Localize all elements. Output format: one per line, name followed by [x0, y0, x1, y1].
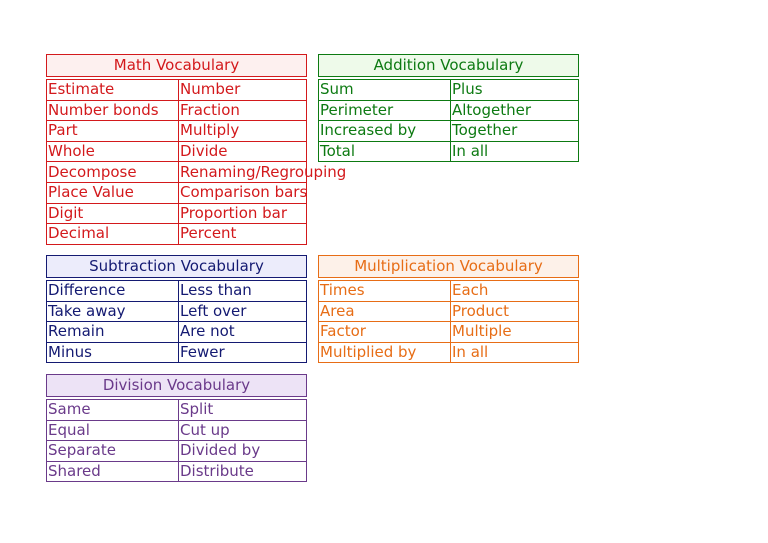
table-cell: Divided by	[179, 441, 307, 462]
addition-vocabulary-block	[318, 54, 579, 162]
table-cell: Altogether	[451, 100, 579, 121]
table-row	[319, 322, 579, 343]
table-cell: Together	[451, 121, 579, 142]
table-cell: Total	[319, 141, 451, 162]
table-cell: Place Value	[47, 182, 179, 203]
table-row	[47, 461, 307, 482]
table-row	[47, 420, 307, 441]
table-cell: Times	[319, 281, 451, 302]
table-cell: Decimal	[47, 224, 179, 245]
table-cell: Multiplied by	[319, 342, 451, 363]
table-cell: Divide	[179, 141, 307, 162]
addition-vocabulary-title: Addition Vocabulary	[318, 54, 579, 77]
table-cell: Factor	[319, 322, 451, 343]
table-row	[47, 224, 307, 245]
table-cell: Split	[179, 400, 307, 421]
table-row	[319, 281, 579, 302]
table-row	[47, 141, 307, 162]
table-cell: Fraction	[179, 100, 307, 121]
table-cell: Multiple	[451, 322, 579, 343]
table-cell: In all	[451, 342, 579, 363]
table-cell: Perimeter	[319, 100, 451, 121]
table-cell: Remain	[47, 322, 179, 343]
table-cell: Increased by	[319, 121, 451, 142]
table-cell: Sum	[319, 80, 451, 101]
table-row	[47, 301, 307, 322]
table-cell: Whole	[47, 141, 179, 162]
table-cell: Percent	[179, 224, 307, 245]
table-cell: Shared	[47, 461, 179, 482]
table-row	[47, 121, 307, 142]
table-cell: Plus	[451, 80, 579, 101]
table-cell: Minus	[47, 342, 179, 363]
table-cell: Proportion bar	[179, 203, 307, 224]
table-row	[319, 141, 579, 162]
table-cell: Number bonds	[47, 100, 179, 121]
table-row	[319, 342, 579, 363]
table-cell: Renaming/Regrouping	[180, 162, 347, 181]
table-cell: Each	[451, 281, 579, 302]
table-cell: Difference	[47, 281, 179, 302]
multiplication-vocabulary-block	[318, 255, 579, 363]
table-cell: Multiply	[179, 121, 307, 142]
table-cell: Comparison bars	[180, 183, 308, 202]
table-cell: Cut up	[179, 420, 307, 441]
table-row	[47, 182, 307, 203]
division-vocabulary-block	[46, 374, 307, 482]
subtraction-vocabulary-block	[46, 255, 307, 363]
table-cell: Separate	[47, 441, 179, 462]
table-cell: Left over	[179, 301, 307, 322]
table-row	[47, 162, 307, 183]
table-cell: Part	[47, 121, 179, 142]
table-row	[319, 301, 579, 322]
multiplication-vocabulary-title: Multiplication Vocabulary	[318, 255, 579, 278]
table-cell: Number	[179, 80, 307, 101]
table-row	[319, 80, 579, 101]
table-row	[47, 203, 307, 224]
table-row	[47, 400, 307, 421]
table-cell: Take away	[47, 301, 179, 322]
division-vocabulary-title: Division Vocabulary	[46, 374, 307, 397]
table-cell: Area	[319, 301, 451, 322]
table-row	[47, 441, 307, 462]
table-row	[47, 100, 307, 121]
table-cell: Are not	[179, 322, 307, 343]
table-cell: In all	[451, 141, 579, 162]
table-cell: Less than	[179, 281, 307, 302]
table-row	[319, 121, 579, 142]
table-cell: Fewer	[179, 342, 307, 363]
table-cell: Estimate	[47, 80, 179, 101]
addition-vocabulary-table	[318, 79, 579, 162]
math-vocabulary-title: Math Vocabulary	[46, 54, 307, 77]
multiplication-vocabulary-table	[318, 280, 579, 363]
table-cell: Product	[451, 301, 579, 322]
table-row	[47, 322, 307, 343]
table-row	[47, 281, 307, 302]
table-row	[47, 80, 307, 101]
subtraction-vocabulary-title: Subtraction Vocabulary	[46, 255, 307, 278]
table-cell: Decompose	[47, 162, 179, 183]
table-cell: Equal	[47, 420, 179, 441]
table-cell: Digit	[47, 203, 179, 224]
table-cell: Same	[47, 400, 179, 421]
subtraction-vocabulary-table	[46, 280, 307, 363]
table-cell: Distribute	[179, 461, 307, 482]
table-row	[47, 342, 307, 363]
table-row	[319, 100, 579, 121]
division-vocabulary-table	[46, 399, 307, 482]
